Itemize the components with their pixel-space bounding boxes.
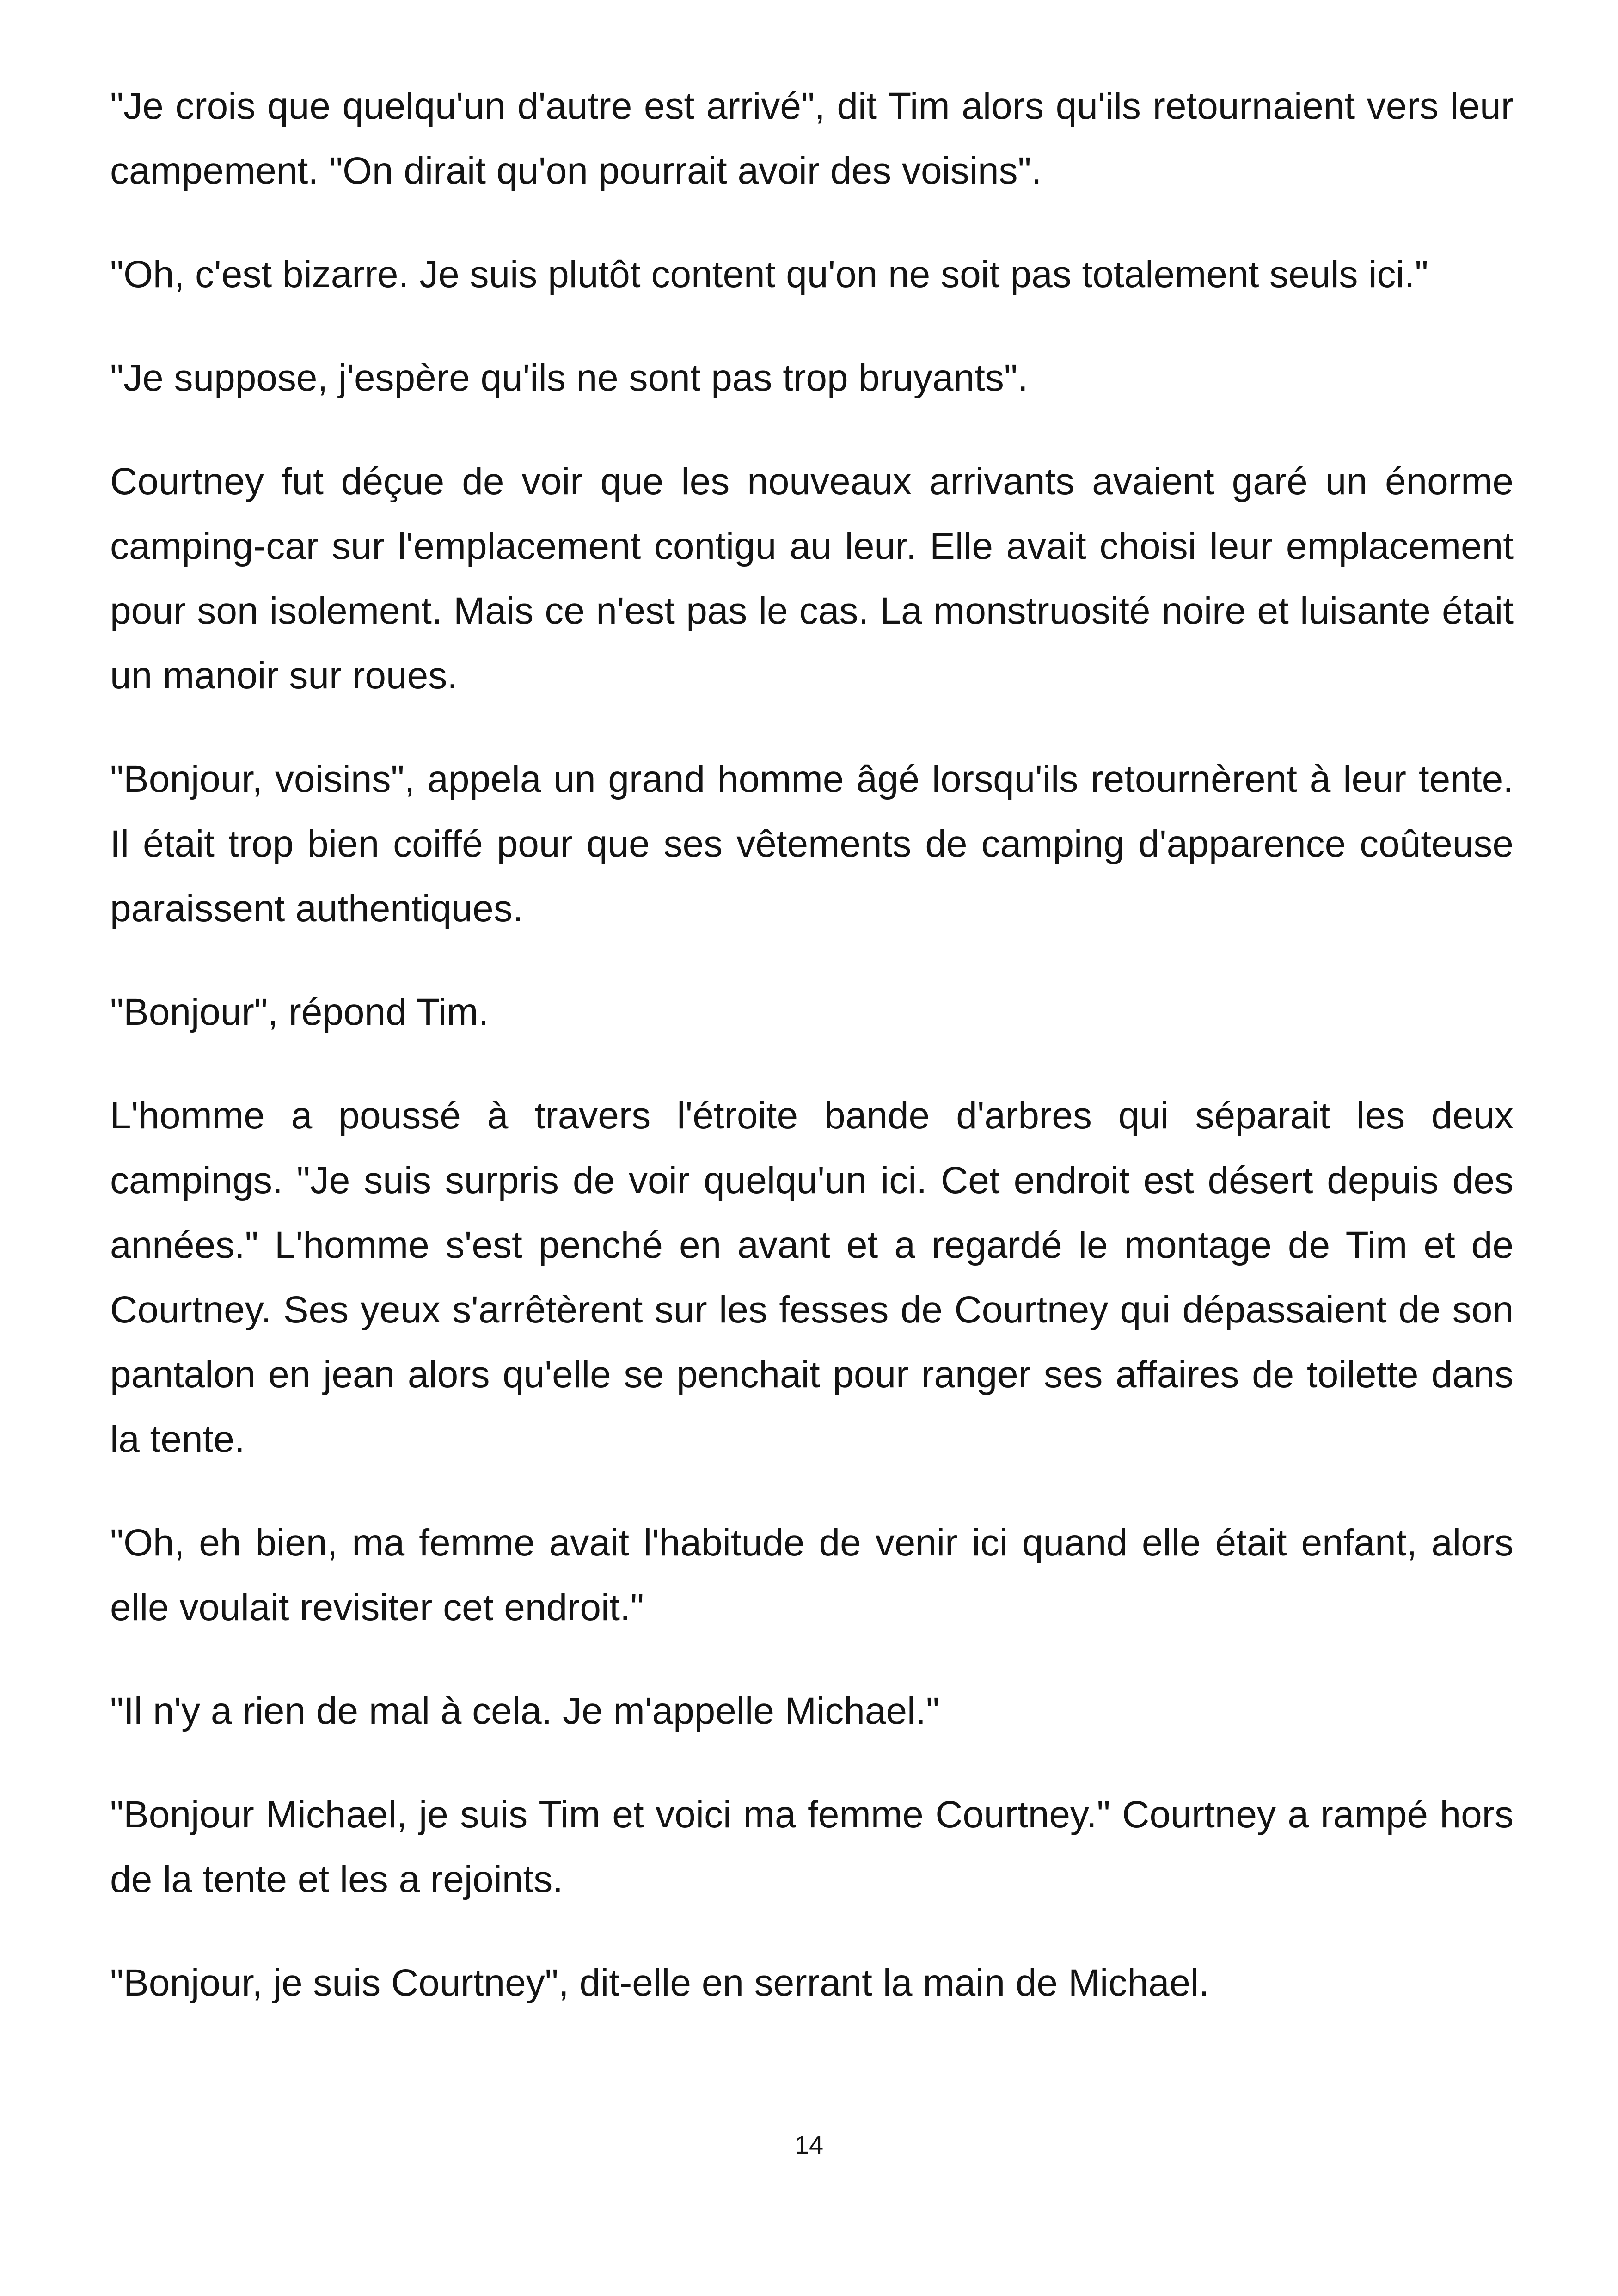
- paragraph-6: "Bonjour", répond Tim.: [110, 991, 489, 1033]
- paragraph-11: "Bonjour, je suis Courtney", dit-elle en serrant la main de Michael.: [110, 1962, 1210, 2004]
- body-text: [110, 74, 1514, 2015]
- paragraph-10: "Bonjour Michael, je suis Tim et voici ma femme Courtney." Courtney a rampé hors de la tente et les a rejoints.: [110, 1794, 1514, 1900]
- paragraph-3: "Je suppose, j'espère qu'ils ne sont pas trop bruyants".: [110, 357, 1028, 399]
- paragraph-2: "Oh, c'est bizarre. Je suis plutôt content qu'on ne soit pas totalement seuls ici.": [110, 253, 1428, 295]
- page-number: 14: [794, 2130, 824, 2159]
- paragraph-9: "Il n'y a rien de mal à cela. Je m'appelle Michael.": [110, 1690, 940, 1732]
- paragraph-5: "Bonjour, voisins", appela un grand homme âgé lorsqu'ils retournèrent à leur tente. Il était trop bien coiffé pour que ses vêtements de camping d'apparence coûteuse paraissent authentiques.: [110, 758, 1514, 930]
- paragraph-8: "Oh, eh bien, ma femme avait l'habitude de venir ici quand elle était enfant, alors elle voulait revisiter cet endroit.": [110, 1522, 1514, 1629]
- paragraph-7: L'homme a poussé à travers l'étroite bande d'arbres qui séparait les deux campings. "Je suis surpris de voir quelqu'un ici. Cet endroit est désert depuis des années." L'homme s'est penché en avant et a regardé le montage de Tim et de Courtney. Ses yeux s'arrêtèrent sur les fesses de Courtney qui dépassaient de son pantalon en jean alors qu'elle se penchait pour ranger ses affaires de toilette dans la tente.: [110, 1095, 1514, 1460]
- paragraph-4: Courtney fut déçue de voir que les nouveaux arrivants avaient garé un énorme camping-car sur l'emplacement contigu au leur. Elle avait choisi leur emplacement pour son isolement. Mais ce n'est pas le cas. La monstruosité noire et luisante était un manoir sur roues.: [110, 460, 1514, 697]
- paragraph-1: "Je crois que quelqu'un d'autre est arrivé", dit Tim alors qu'ils retournaient vers leur campement. "On dirait qu'on pourrait avoir des voisins".: [110, 85, 1514, 192]
